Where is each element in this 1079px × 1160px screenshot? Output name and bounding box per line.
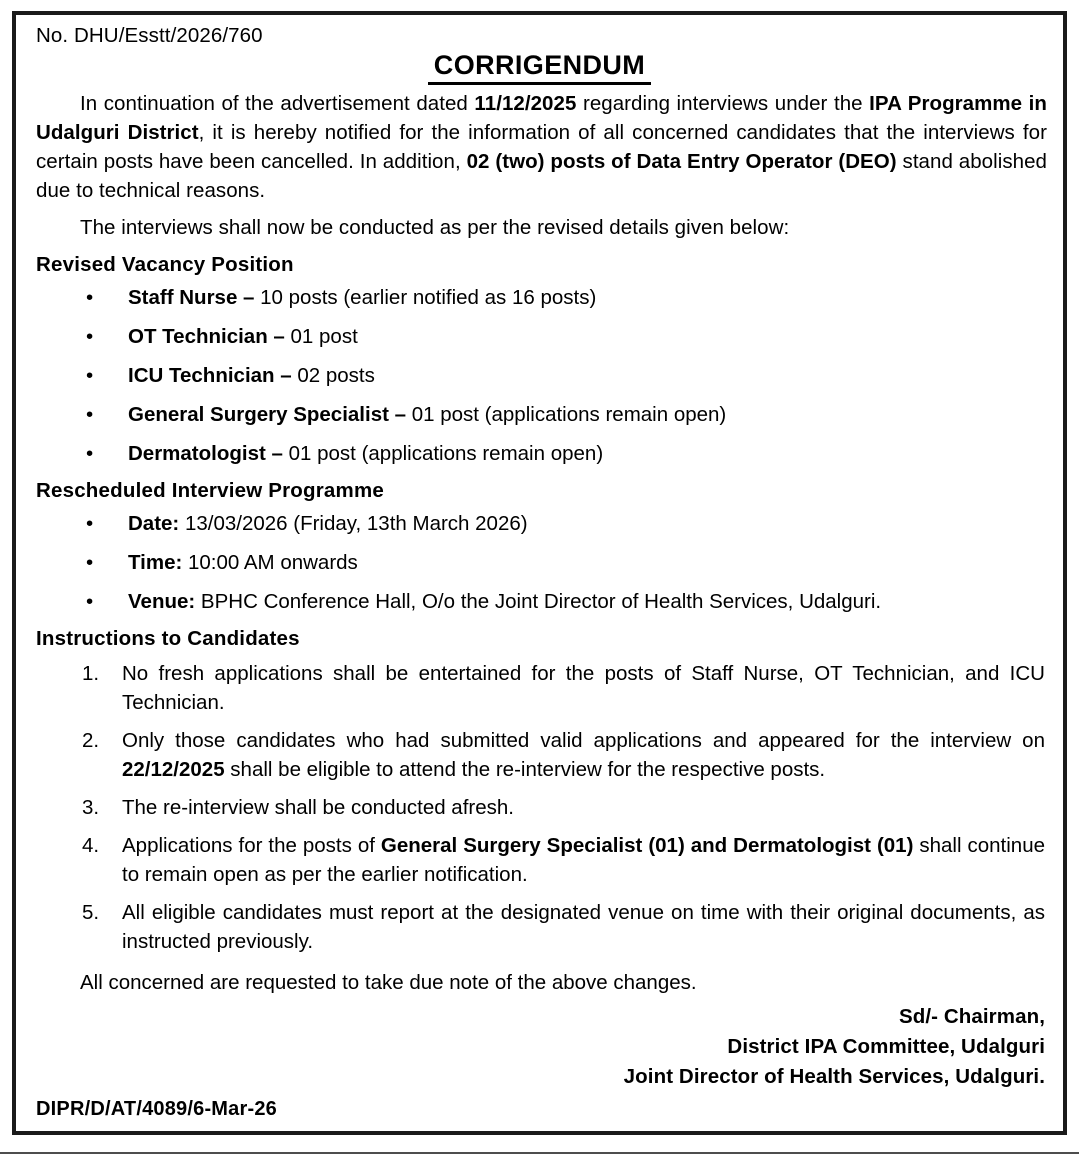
section-heading-vacancy: Revised Vacancy Position <box>36 253 294 276</box>
vacancy-detail: 01 post (applications remain open) <box>288 442 604 465</box>
signatory-office: Joint Director of Health Services, Udalguri. <box>623 1065 1045 1088</box>
vacancy-post-name: Staff Nurse <box>128 286 238 309</box>
instruction-text-1: All eligible candidates must report at the designated venue on time with their original documents, as instructed previously. <box>122 901 1045 953</box>
bottom-divider <box>0 1152 1079 1154</box>
programme-list <box>30 510 1049 616</box>
intro-text-3: , it is hereby notified for the information of all concerned candidates that the interviews for certain posts have been cancelled. In addition, <box>36 121 1047 173</box>
list-item <box>30 323 1049 351</box>
list-number: 4. <box>82 834 100 857</box>
vacancy-post-name: Dermatologist <box>128 442 266 465</box>
programme-value: BPHC Conference Hall, O/o the Joint Director of Health Services, Udalguri. <box>195 590 882 613</box>
section-heading-instructions: Instructions to Candidates <box>36 627 300 650</box>
instruction-text-2: shall be eligible to attend the re-interview for the respective posts. <box>224 758 826 781</box>
programme-label: Venue: <box>128 590 196 613</box>
bullet-icon: • <box>86 551 94 574</box>
list-item <box>30 793 1049 822</box>
vacancy-detail: 01 post (applications remain open) <box>411 403 727 426</box>
vacancy-dash: – <box>237 286 261 309</box>
vacancy-dash: – <box>388 403 412 426</box>
vacancy-dash: – <box>265 442 289 465</box>
signatory-committee: District IPA Committee, Udalguri <box>727 1035 1045 1058</box>
signatory-designation: Sd/- Chairman, <box>898 1005 1045 1028</box>
vacancy-post-name: OT Technician <box>128 325 268 348</box>
list-item <box>30 898 1049 956</box>
vacancy-post-name: General Surgery Specialist <box>128 403 389 426</box>
instruction-text-1: Applications for the posts of <box>122 834 381 857</box>
list-item <box>30 401 1049 429</box>
list-item <box>30 549 1049 577</box>
advertisement-date: 11/12/2025 <box>474 92 577 115</box>
intro-paragraph <box>30 89 1049 205</box>
list-number: 3. <box>82 796 100 819</box>
page-title-text: CORRIGENDUM <box>428 50 651 85</box>
instruction-text-1: Only those candidates who had submitted valid applications and appeared for the interview on <box>122 729 1045 752</box>
bullet-icon: • <box>86 403 94 426</box>
vacancy-post-name: ICU Technician <box>128 364 275 387</box>
bullet-icon: • <box>86 364 94 387</box>
instruction-text-1: The re-interview shall be conducted afresh. <box>122 796 514 819</box>
programme-name: IPA Programme in Udalguri District <box>36 92 1047 144</box>
list-number: 1. <box>82 662 100 685</box>
bullet-icon: • <box>86 286 94 309</box>
vacancy-detail: 10 posts (earlier notified as 16 posts) <box>260 286 597 309</box>
list-item <box>30 726 1049 784</box>
list-item <box>30 284 1049 312</box>
programme-label: Date: <box>128 512 180 535</box>
section-heading-programme: Rescheduled Interview Programme <box>36 479 384 502</box>
vacancy-dash: – <box>274 364 298 387</box>
abolished-posts: 02 (two) posts of Data Entry Operator (DEO) <box>466 150 897 173</box>
list-number: 5. <box>82 901 100 924</box>
closing-paragraph: All concerned are requested to take due note of the above changes. <box>80 971 697 994</box>
instructions-list <box>30 659 1049 956</box>
programme-value: 13/03/2026 (Friday, 13th March 2026) <box>179 512 528 535</box>
instruction-bold: 22/12/2025 <box>122 758 225 781</box>
list-item <box>30 659 1049 717</box>
vacancy-list <box>30 284 1049 468</box>
bullet-icon: • <box>86 590 94 613</box>
vacancy-detail: 02 posts <box>297 364 375 387</box>
bullet-icon: • <box>86 512 94 535</box>
vacancy-dash: – <box>267 325 291 348</box>
list-item <box>30 588 1049 616</box>
list-item <box>30 362 1049 390</box>
list-item <box>30 831 1049 889</box>
instruction-text-2: shall continue to remain open as per the earlier notification. <box>122 834 1046 886</box>
notice-frame <box>12 11 1067 1135</box>
list-number: 2. <box>82 729 100 752</box>
lead-in-paragraph: The interviews shall now be conducted as per the revised details given below: <box>80 216 790 239</box>
list-item <box>30 440 1049 468</box>
intro-text-1: In continuation of the advertisement dated <box>80 92 475 115</box>
page-title <box>30 50 1049 81</box>
dipr-reference: DIPR/D/AT/4089/6-Mar-26 <box>36 1098 277 1120</box>
instruction-bold: General Surgery Specialist (01) and Dermatologist (01) <box>380 834 914 857</box>
programme-label: Time: <box>128 551 183 574</box>
bullet-icon: • <box>86 325 94 348</box>
intro-text-4: stand abolished due to technical reasons. <box>36 150 1047 202</box>
programme-value: 10:00 AM onwards <box>182 551 358 574</box>
intro-text-2: regarding interviews under the <box>576 92 870 115</box>
signature-block <box>30 1002 1049 1092</box>
reference-number: No. DHU/Esstt/2026/760 <box>36 24 263 47</box>
instruction-text-1: No fresh applications shall be entertained for the posts of Staff Nurse, OT Technician, and ICU Technician. <box>122 662 1045 714</box>
list-item <box>30 510 1049 538</box>
vacancy-detail: 01 post <box>290 325 358 348</box>
bullet-icon: • <box>86 442 94 465</box>
